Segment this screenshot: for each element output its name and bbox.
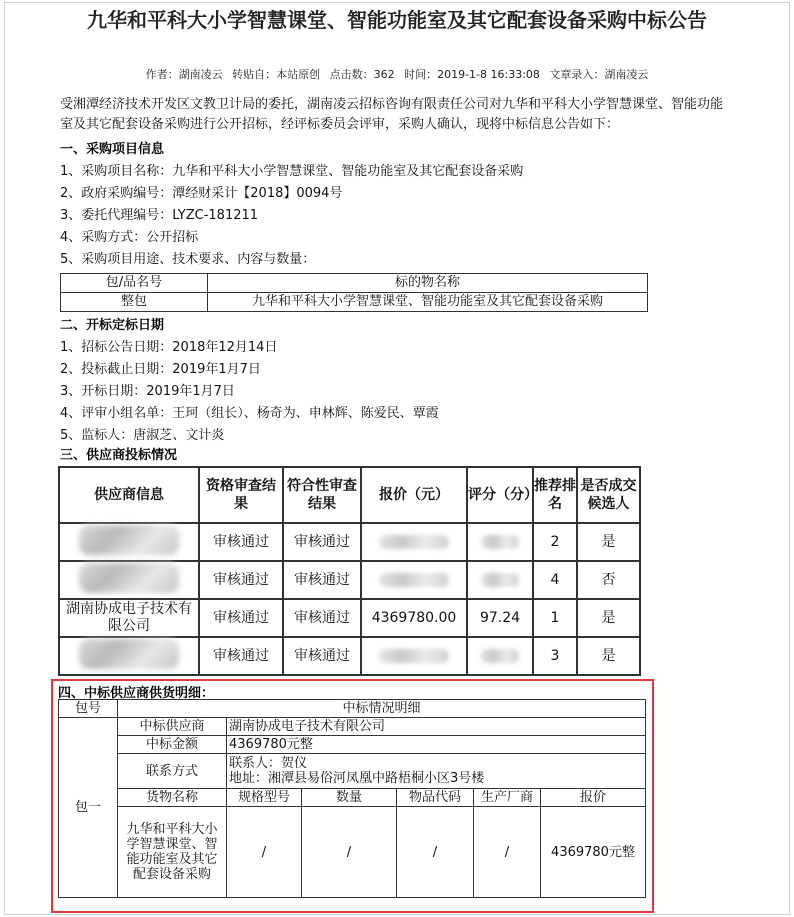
table-header-cell: 中标情况明细	[118, 700, 646, 718]
table-cell: 审核通过	[199, 599, 283, 637]
table-label-cell: 联系方式	[118, 754, 227, 789]
meta-editor: 文章录入：湖南凌云	[549, 68, 649, 81]
score-cell-redacted	[467, 523, 533, 561]
section2-item: 4、评审小组名单：王珂（组长）、杨奇为、申林辉、陈爱民、覃霞	[60, 406, 439, 421]
supplier-cell-redacted	[59, 637, 199, 675]
price-cell-redacted	[361, 637, 467, 675]
section1-item: 3、委托代理编号：LYZC-181211	[60, 208, 259, 223]
table-header-cell: 资格审查结果	[199, 467, 283, 523]
section1-item: 4、采购方式：公开招标	[60, 230, 199, 245]
table-cell: 1	[533, 599, 577, 637]
table-cell: 是	[577, 599, 640, 637]
price-cell-redacted	[361, 561, 467, 599]
table-cell: 4369780元整	[227, 736, 646, 754]
table-header-cell: 符合性审查结果	[283, 467, 361, 523]
score-cell-redacted	[467, 561, 533, 599]
section2-item: 3、开标日期：2019年1月7日	[60, 384, 235, 399]
contact-address: 地址：湘潭县易俗河凤凰中路梧桐小区3号楼	[229, 771, 485, 786]
table-cell: /	[302, 807, 397, 898]
meta-author: 作者：湖南凌云	[145, 68, 223, 81]
table-header-cell: 货物名称	[118, 789, 227, 807]
price-cell-redacted	[361, 523, 467, 561]
table-cell: 审核通过	[199, 637, 283, 675]
goods-name-cell: 九华和平科大小学智慧课堂、智能功能室及其它配套设备采购	[118, 807, 227, 898]
section1-item: 5、采购项目用途、技术要求、内容与数量：	[60, 252, 316, 267]
table-cell: 3	[533, 637, 577, 675]
section4-heading: 四、中标供应商供货明细：	[58, 686, 215, 701]
table-cell: /	[474, 807, 541, 898]
redacted-blur	[481, 649, 519, 663]
table-cell: 是	[577, 637, 640, 675]
page-title: 九华和平科大小学智慧课堂、智能功能室及其它配套设备采购中标公告	[87, 8, 707, 32]
redacted-blur	[79, 525, 179, 555]
table-header-cell: 规格型号	[227, 789, 302, 807]
table-header-cell: 数量	[302, 789, 397, 807]
score-cell-redacted	[467, 637, 533, 675]
section2-item: 1、招标公告日期：2018年12月14日	[60, 340, 278, 355]
table-cell: 2	[533, 523, 577, 561]
table-cell: 九华和平科大小学智慧课堂、智能功能室及其它配套设备采购	[208, 293, 648, 312]
table-cell: 审核通过	[199, 523, 283, 561]
table-cell: 审核通过	[199, 561, 283, 599]
section2-item: 2、投标截止日期：2019年1月7日	[60, 362, 261, 377]
table-cell: 4369780.00	[361, 599, 467, 637]
table-header-cell: 供应商信息	[59, 467, 199, 523]
table-header-cell: 物品代码	[397, 789, 474, 807]
contact-cell	[227, 754, 646, 789]
redacted-blur	[379, 649, 449, 663]
redacted-blur	[379, 535, 449, 549]
table-header-cell: 报价	[541, 789, 646, 807]
table-cell: 审核通过	[283, 599, 361, 637]
table-row	[59, 523, 640, 561]
table-cell: 整包	[61, 293, 208, 312]
table-row	[59, 561, 640, 599]
table-row	[59, 599, 640, 637]
meta-hits: 点击数：362	[329, 68, 395, 81]
bidders-table	[58, 466, 641, 676]
section1-item: 2、政府采购编号：潭经财采计【2018】0094号	[60, 186, 343, 201]
table-cell: /	[397, 807, 474, 898]
redacted-blur	[379, 573, 449, 587]
table-header-cell: 是否成交候选人	[577, 467, 640, 523]
table-header-cell: 推荐排名	[533, 467, 577, 523]
section1-item: 1、采购项目名称：九华和平科大小学智慧课堂、智能功能室及其它配套设备采购	[60, 164, 524, 179]
package-cell: 包一	[59, 718, 118, 898]
table-row	[59, 637, 640, 675]
redacted-blur	[481, 573, 519, 587]
section1-heading: 一、采购项目信息	[60, 142, 165, 157]
article-meta	[0, 66, 794, 82]
table-header-cell: 标的物名称	[208, 274, 648, 293]
table-cell: /	[227, 807, 302, 898]
table-header-cell: 包/品名号	[61, 274, 208, 293]
table-header-cell: 评分（分）	[467, 467, 533, 523]
meta-source: 转贴自：本站原创	[232, 68, 321, 81]
table-cell: 审核通过	[283, 561, 361, 599]
section3-heading: 三、供应商投标情况	[60, 448, 178, 463]
redacted-blur	[79, 639, 179, 669]
contact-person: 联系人：贺仪	[229, 756, 308, 771]
table-cell: 97.24	[467, 599, 533, 637]
table-cell: 审核通过	[283, 637, 361, 675]
table-cell: 审核通过	[283, 523, 361, 561]
table-cell: 湖南协成电子技术有限公司	[59, 599, 199, 637]
project-table	[60, 273, 648, 312]
supplier-cell-redacted	[59, 523, 199, 561]
award-detail-table	[58, 699, 646, 898]
redacted-blur	[481, 535, 519, 549]
table-header-cell: 包号	[59, 700, 118, 718]
table-label-cell: 中标金额	[118, 736, 227, 754]
intro-paragraph: 受湘潭经济技术开发区文教卫计局的委托，湖南凌云招标咨询有限责任公司对九华和平科大小学智慧课堂、智能功能室及其它配套设备采购进行公开招标，经评标委员会评审，采购人确认，现将中标信息公告如下：	[60, 97, 724, 132]
table-cell: 4369780元整	[541, 807, 646, 898]
table-label-cell: 中标供应商	[118, 718, 227, 736]
table-cell: 是	[577, 523, 640, 561]
meta-time: 时间：2019-1-8 16:33:08	[404, 68, 540, 81]
table-cell: 否	[577, 561, 640, 599]
redacted-blur	[79, 563, 179, 593]
table-header-cell: 生产厂商	[474, 789, 541, 807]
table-header-cell: 报价（元）	[361, 467, 467, 523]
section2-item: 5、监标人：唐淑芝、文计炎	[60, 428, 225, 443]
table-cell: 4	[533, 561, 577, 599]
table-cell: 湖南协成电子技术有限公司	[227, 718, 646, 736]
section2-heading: 二、开标定标日期	[60, 318, 165, 333]
supplier-cell-redacted	[59, 561, 199, 599]
